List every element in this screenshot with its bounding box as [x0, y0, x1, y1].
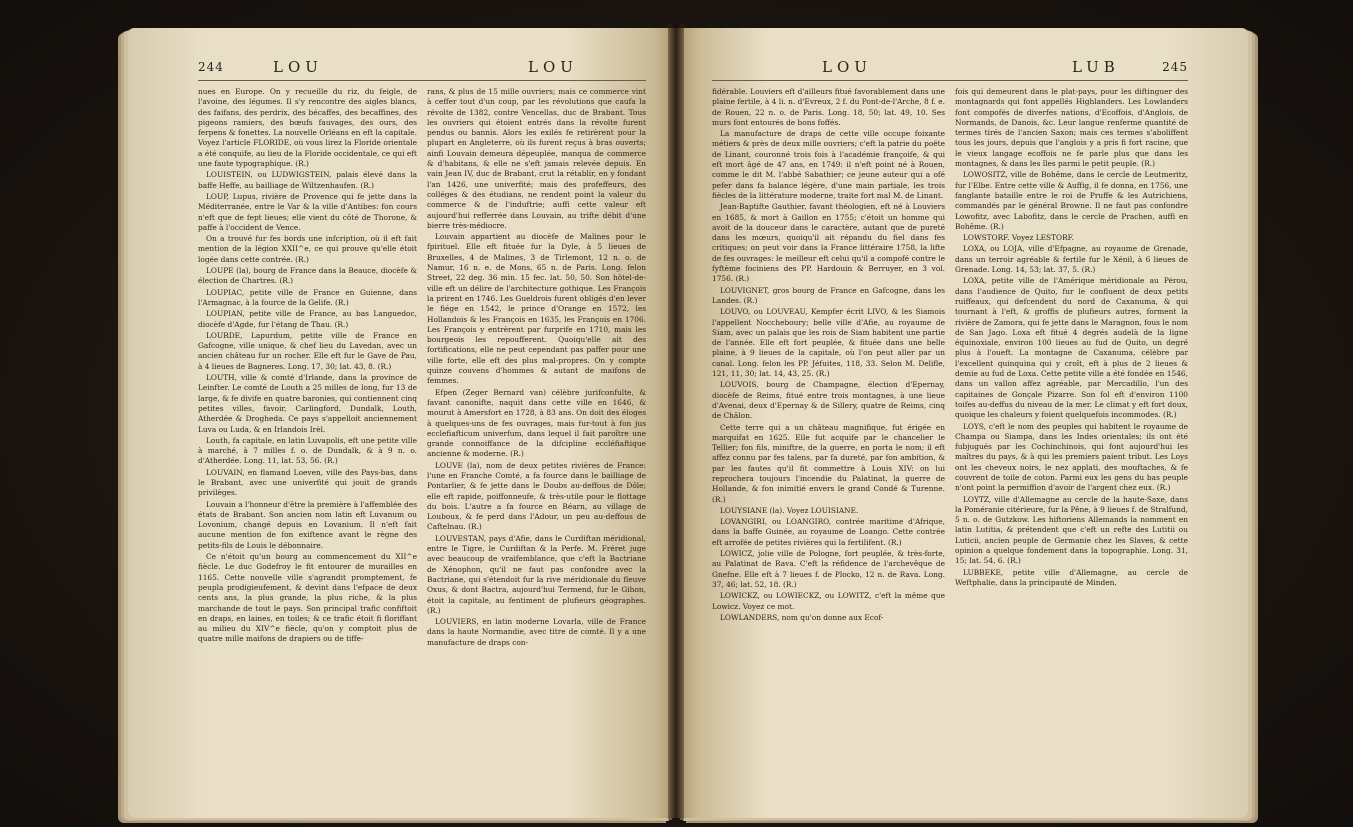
dictionary-entry: Ce n'étoit qu'un bourg au commencement du XII^e fiècle. Le duc Godefroy le fit entourer de murailles en 1165. Cette nouvelle ville s'agrandit promptement, fe peupla prodigieufement, & devint dans l'efpace de deux cents ans, la plus grande, la plus riche, & la plus marchande de tout le pays. Son principal trafic confiftoit en draps, en laines, en toiles; & ce trafic étoit fi floriffant au milieu du XIV^e fiècle, qu'on y comptoit plus de quatre mille maifons de drapiers ou de tiffe- — [198, 552, 417, 644]
right-page — [676, 28, 1248, 818]
dictionary-entry: LOYTZ, ville d'Allemagne au cercle de la haute-Saxe, dans la Poméranie citérieure, fur la Pêne, à 9 lieues f. de Stralfund, 5 n. o. de Gutzkow. Les hiftoriens Allemands la nomment en latin Lutitia, & prétendent que c'eft un refte des Lutitii ou Luticii, ancien peuple de Germanie chez les Slaves, & cette opinion a quelque fondement dans la topographie. Long. 31, 15; lat. 54, 6. (R.) — [955, 494, 1188, 566]
right-headword-1: LOU — [822, 58, 872, 76]
dictionary-entry: La manufacture de draps de cette ville occupe foixante métiers & près de deux mille ouvriers; c'eft la patrie du poëte de Linant, couronné trois fois à l'académie françoife, & qui eft mort âgé de 47 ans, en 1749: il n'eft point né à Rouen, comme le dit M. l'abbé Sabathier; ce jeune auteur qui a ofé pefer dans fa balance légère, d'une main partiale, les trois fiècles de la littérature moderne, traite fort mal M. de Linant. — [712, 129, 945, 200]
dictionary-entry: LOUTH, ville & comté d'Irlande, dans la province de Leinfter. Le comté de Louth a 25 milles de long, fur 13 de large, & fe divife en quatre baronies, qui contiennent cinq petites villes, favoir, Carlingford, Dundalk, Louth, Atherdée & Drogheda. Ce pays s'appelloit anciennement Luva ou Luda, & en Irlandois Irèl. — [198, 373, 417, 434]
dictionary-entry: Jean-Baptifte Gauthier, favant théologien, eft né à Louviers en 1685, & mort à Gaillon en 1755; c'étoit un homme qui avoit de la douceur dans le caractère, autant que de pureté dans les mœurs, quoiqu'il ait répandu du fiel dans fes critiques; on peut voir dans la France littéraire 1758, la lifte de fes ouvrages: le meilleur eft celui qu'il a compofé contre le fyftème fociniens des PP. Hardouin & Berruyer, en 3 vol. 1756. (R.) — [712, 202, 945, 284]
right-column-2 — [955, 87, 1188, 818]
left-column-2 — [427, 87, 646, 818]
left-page — [128, 28, 676, 818]
dictionary-entry: LOWICZ, jolie ville de Pologne, fort peuplée, & très-forte, au Palatinat de Rava. C'eft la réfidence de l'archevêque de Gnefne. Elle eft à 7 lieues f. de Plocko, 12 n. de Rava. Long. 37, 46; lat. 52, 18. (R.) — [712, 549, 945, 589]
left-running-head — [198, 58, 646, 81]
dictionary-entry: LOUVOIS, bourg de Champagne, élection d'Epernay, diocèfe de Reims, fitué entre trois montagnes, à une lieue d'Avenai, deux d'Epernay & de Sillery, quatre de Reims, cinq de Châlon. — [712, 380, 945, 421]
dictionary-entry: LOUPE (la), bourg de France dans la Beauce, diocèfe & élection de Chartres. (R.) — [198, 266, 417, 286]
dictionary-entry: fidérable. Louviers eft d'ailleurs fitué favorablement dans une plaine fertile, à 4 li. n. d'Evreux, 2 f. du Pont-de-l'Arche, 8 f. e. de Rouen, 22 n. o. de Paris. Long. 18, 50; lat. 49, 10. Ses murs font entourés de bons foffés. — [712, 87, 945, 127]
dictionary-entry: rans, & plus de 15 mille ouvriers; mais ce commerce vint à ceffer tout d'un coup, par les révolutions que caufa la révolte de 1382, contre Vencellas, duc de Brabant. Tous les ouvriers qui étoient entrés dans la révolte furent pendus ou bannis. Alors les exilés fe retirèrent pour la plupart en Angleterre, où ils furent reçus à bras ouverts; ainfi Louvain demeura dépeuplée, manqua de commerce & d'habitans, & elle ne s'eft jamais relevée depuis. En vain Jean IV, duc de Brabant, crut la rétablir, en y fondant l'an 1426, une univerfité; mais des profeffeurs, des colléges & des étudians, ne rendent point la valeur du commerce & de l'induftrie; auffi cette valeur eft aujourd'hui refferrée dans Louvain, au trifte débit d'une bierre très-médiocre. — [427, 87, 646, 230]
dictionary-entry: LOXA, ou LOJA, ville d'Efpagne, au royaume de Grenade, dans un terroir agréable & fertile fur le Xénil, à 6 lieues de Grenade. Long. 14, 53; lat. 37, 5. (R.) — [955, 244, 1188, 275]
dictionary-entry: LOUVESTAN, pays d'Afie, dans le Curdiftan méridional, entre le Tigre, le Curdiftan & la Perfe. M. Fréret juge avec beaucoup de vraifemblance, que c'eft la Bactriane de Xénophon, qu'il ne faut pas confondre avec la Bactriane, qui s'étendoit fur la rive méridionale du fleuve Oxus, & dont Bactra, aujourd'hui Termend, fur le Gihon, étoit la capitale, au fentiment de plufieurs géographes. (R.) — [427, 533, 646, 615]
book-gutter — [668, 24, 684, 820]
dictionary-entry: Louvain appartient au diocèfe de Malines pour le fpirituel. Elle eft fituée fur la Dyle, à 5 lieues de Bruxelles, 4 de Malines, 3 de Tirlemont, 12 n. o. de Namur, 16 n. e. de Mons, 65 n. de Paris. Long. felon Street, 22 deg. 36 min. 15 fec. lat. 50, 50. Son hôtel-de-ville eft un délire de l'architecture gothique. Les François la prirent en 1746. Les Gueldrois furent obligés d'en lever le fiége en 1542, le prince d'Orange en 1572, les Hollandois & les François en 1635, les François en 1706. Les François y entrèrent par furprife en 1710, mais les bourgeois les repoufferent. Quoiqu'elle ait des fortifications, elle ne peut cependant pas paffer pour une ville forte, elle eft des plus mal-propres. On y compte quinze couvens d'hommes & autant de maifons de femmes. — [427, 232, 646, 386]
dictionary-entry: LOUVAIN, en flamand Loeven, ville des Pays-bas, dans le Brabant, avec une univerfité qui jouit de grands privilèges. — [198, 467, 417, 498]
left-headword-1: LOU — [273, 58, 323, 76]
dictionary-entry: LOVANGIRI, ou LOANGIRO, contrée maritime d'Afrique, dans la baffe Guinée, au royaume de Loango. Cette contrée eft arrofée de petites rivières qui la fertilifent. (R.) — [712, 517, 945, 547]
dictionary-entry: LOYS, c'eft le nom des peuples qui habitent le royaume de Champa ou Siampa, dans les Indes orientales; ils ont été fubjugués par les Cochinchinois, qui font aujourd'hui les maîtres du pays, & à qui les premiers paient tribut. Les Loys ont les cheveux noirs, le nez applati, des mouftaches, & fe couvrent de toile de coton. Parmi eux les gens du bas peuple n'ont point la permiffion d'avoir de l'argent chez eux. (R.) — [955, 421, 1188, 493]
dictionary-entry: nues en Europe. On y recueille du riz, du feigle, de l'avoine, des légumes. Il s'y rencontre des aigles blancs, des faifans, des perdrix, des bécaffes, des becaffines, des pigeons ramiers, des bœufs fauvages, des ours, des ferpens & fonettes. La nouvelle Orléans en eft la capitale. Voyez l'article FLORIDE, où vous lirez la Floride orientale a été conquife, au lieu de la Floride occidentale, ce qui eft une faute typographique. (R.) — [198, 87, 417, 169]
dictionary-entry: LOUPIAN, petite ville de France, au bas Languedoc, diocèfe d'Agde, fur l'étang de Thau. (R.) — [198, 309, 417, 329]
left-column-1 — [198, 87, 417, 818]
dictionary-entry: LOWOSITZ, ville de Bohême, dans le cercle de Leutmeritz, fur l'Elbe. Entre cette ville & Auffig, il fe donna, en 1756, une fanglante bataille entre le roi de Pruffe & les Autrichiens, commandés par le général Browne. Il ne faut pas confondre Lowofitz, avec Labofitz, dans le cercle de Prachen, auffi en Bohême. (R.) — [955, 170, 1188, 231]
dictionary-entry: LOUVO, ou LOUVEAU, Kempfer écrit LIVO, & les Siamois l'appellent Noccheboury; belle ville d'Afie, au royaume de Siam, avec un palais que les rois de Siam habitent une partie de l'année. Elle eft fort peuplée, & fituée dans une belle plaine, à 9 lieues de la capitale, où l'on peut aller par un canal. Long. felon les PP. Jéfuites, 118, 33. Selon M. Delifle, 121, 11, 30; lat. 14, 43, 25. (R.) — [712, 307, 945, 379]
open-book — [128, 10, 1248, 820]
dictionary-entry: Louvain a l'honneur d'être la première à l'affemblée des états de Brabant. Son ancien nom latin eft Luvanum ou Lovonium, changé depuis en Lovanium. Il n'eft fait aucune mention de fon exiftence avant le règne des petits-fils de Louis le débonnaire. — [198, 499, 417, 550]
dictionary-entry: LOUVIGNET, gros bourg de France en Gafcogne, dans les Landes. (R.) — [712, 285, 945, 305]
dictionary-entry: LOUISTEIN, ou LUDWIGSTEIN, palais élevé dans la baffe Heffe, au bailliage de Wiltzenhaufen. (R.) — [198, 170, 417, 190]
dictionary-entry: LOUVE (la), nom de deux petites rivières de France: l'une en Franche Comté, a fa fource dans le bailliage de Pontarlier, & fe jette dans le Doubs au-deffous de Dôle; elle eft rapide, poiffonneufe, & très-utile pour le flottage du bois. L'autre a fa fource en Béarn, au village de Louboux, & fe perd dans l'Adour, un peu au-deffous de Caftelnau. (R.) — [427, 460, 646, 532]
dictionary-entry: LOWICKZ, ou LOWIECKZ, ou LOWITZ, c'eft la même que Lowicz. Voyez ce mot. — [712, 591, 945, 611]
dictionary-entry: On a trouvé fur fes bords une infcription, où il eft fait mention de la légion XXII^e, ce qui prouve qu'elle étoit logée dans cette contrée. (R.) — [198, 234, 417, 264]
dictionary-entry: Louth, fa capitale, en latin Luvapolis, eft une petite ville à marché, à 7 milles f. o. de Dundalk, & à 9 n. o. d'Atherdée. Long. 11, lat. 53, 56. (R.) — [198, 435, 417, 466]
dictionary-entry: Cette terre qui a un château magnifique, fut érigée en marquifat en 1625. Elle fut acquife par le chancelier le Tellier; fon fils, miniftre, de la guerre, en porta le nom; il eft affez connu par fes talens, par fa dureté, par fon ambition, & par les fautes qu'il fit commettre à Louis XIV: on lui reprochera toujours l'incendie du Palatinat, la guerre de Hollande, & fon inimitié envers le grand Condé & Turenne. (R.) — [712, 422, 945, 504]
dictionary-entry: LUBBEKE, petite ville d'Allemagne, au cercle de Weftphalie, dans la principauté de Minden, — [955, 567, 1188, 587]
dictionary-entry: LOWLANDERS, nom qu'on donne aux Ecof- — [720, 612, 884, 622]
right-running-head — [712, 58, 1188, 81]
left-page-number: 244 — [198, 60, 224, 74]
dictionary-entry: fois qui demeurent dans le plat-pays, pour les diftinguer des montagnards qui font appellés Highlanders. Les Lowlanders font compofés de diverfes nations, d'Ecoffois, d'Anglois, de Normands, de Danois, &c. Leur langue renferme quantité de termes tirés de l'ancien Saxon; mais ces termes s'aboliffent tous les jours, depuis que l'anglois y a pris fi fort racine, que le vieux langage ecoffois ne fe parle plus que dans les montagnes, & dans les îles parmi le petit peuple. (R.) — [955, 87, 1188, 169]
dictionary-entry: LOUYSIANE (la). Voyez LOUISIANE. — [720, 505, 859, 515]
dictionary-entry: LOUVIERS, en latin moderne Lovarla, ville de France dans la haute Normandie, avec titre de comté. Il y a une manufacture de draps con- — [427, 617, 646, 647]
dictionary-entry: Efpen (Zeger Bernard van) célèbre jurifconfulte, & favant canonifte, naquit dans cette ville en 1646, & mourut à Amersfort en 1728, à 83 ans. On doit des éloges à quelques-uns de fes ouvrages, mais fur-tout à fon jus ecclefiafticum univerfum, dans lequel il fait paroître une grande connoiffance de la difcipline eccléfiaftique ancienne & moderne. (R.) — [427, 387, 646, 459]
right-column-1 — [712, 87, 945, 818]
dictionary-entry: LOURDE, Lapurdum, petite ville de France en Gafcogne, ville unique, & chef lieu du Lavedan, avec un ancien château fur un rocher. Elle eft fur le Gave de Pau, à 4 lieues de Bagneres. Long. 17, 30; lat. 43, 8. (R.) — [198, 330, 417, 371]
dictionary-entry: LOUPIAC, petite ville de France en Guienne, dans l'Armagnac, à la fource de la Gelife. (R.) — [198, 287, 417, 307]
dictionary-entry: LOUP, Lupus, rivière de Provence qui fe jette dans la Méditerranée, entre le Var & la ville d'Antibes: fon cours n'eft que de fept lieues; elle vient du côté de Thorone, & paffe à l'occident de Vence. — [198, 191, 417, 232]
right-page-number: 245 — [1162, 60, 1188, 74]
dictionary-entry: LOWSTORF. Voyez LESTORF. — [963, 233, 1074, 243]
dictionary-entry: LOXA, petite ville de l'Amérique méridionale au Pérou, dans l'audience de Quito, fur le confluent de deux petits ruiffeaux, qui defcendent du nord de Caxanuma, & qui tournant à l'eft, & groffis de plufieurs autres, forment la rivière de Zamora, qui fe jette dans le Maragnon, fous le nom de San Jago. Loxa eft fitué 4 degrés audelà de la ligne équinoxiale, environ 100 lieues au fud de Quito, un degré plus à l'oueft. La montagne de Caxanuma, célèbre par l'excellent quinquina qui y croît, eft à plus de 2 lieues & demie au fud de Loxa. Cette petite ville a été fondée en 1546, dans un vallon affez agréable, par Mercadillo, l'un des capitaines de Gonçale Pizarre. Son fol eft d'environ 1100 toifes au-deffus du niveau de la mer. Le climat y eft fort doux, quoique les chaleurs y foient quelquefois incommodes. (R.) — [955, 276, 1188, 420]
right-headword-2: LUB — [1072, 58, 1120, 76]
left-headword-2: LOU — [528, 58, 578, 76]
